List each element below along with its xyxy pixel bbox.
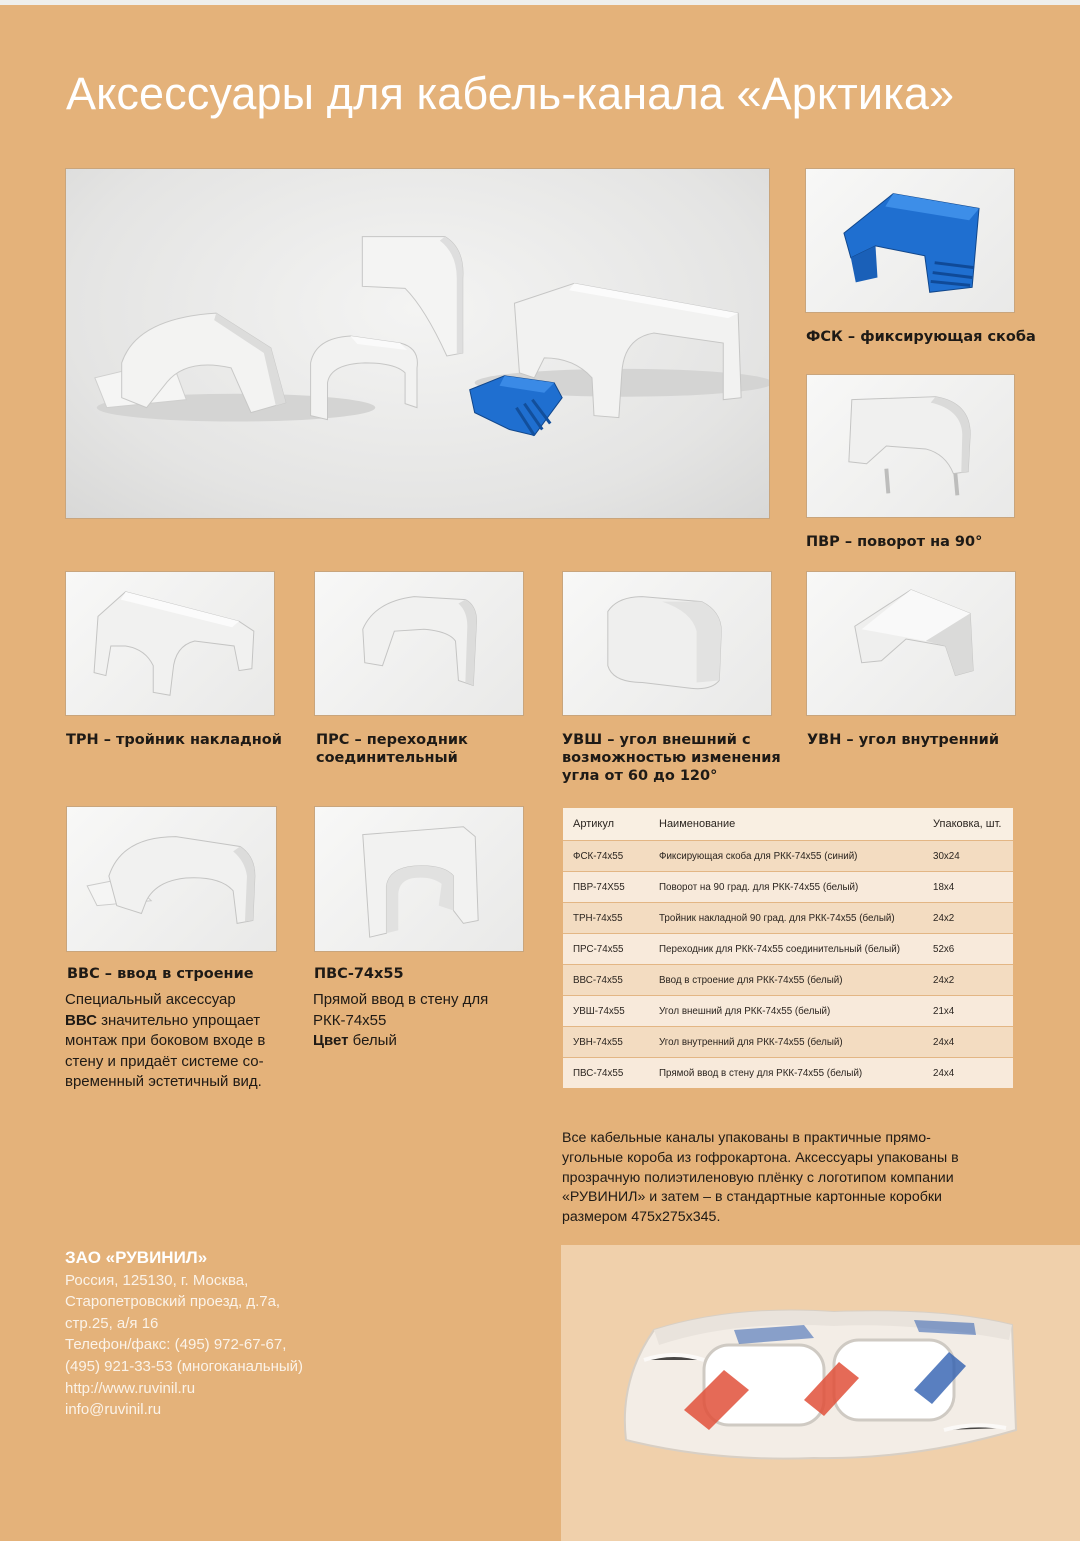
company-email-link[interactable]: info@ruvinil.ru bbox=[65, 1401, 162, 1419]
table-row bbox=[563, 841, 1013, 872]
caption-uvn: УВН – угол внутренний bbox=[807, 732, 999, 748]
caption-prs-line-1: ПРС – переходник bbox=[316, 732, 468, 748]
table-header-row bbox=[563, 808, 1013, 841]
description-vvs-bold: ВВС bbox=[65, 1011, 97, 1029]
table-cell: Прямой ввод в стену для РКК-74х55 (белый) bbox=[649, 1058, 923, 1089]
wall-entry-icon bbox=[67, 807, 276, 951]
company-name: ЗАО «РУВИНИЛ» bbox=[65, 1248, 208, 1267]
outer-corner-icon bbox=[563, 572, 771, 715]
table-cell: Тройник накладной 90 град. для РКК-74х55 (белый) bbox=[649, 903, 923, 934]
description-vvs-line-3: монтаж при боковом входе в bbox=[65, 1032, 266, 1049]
table-cell: Угол внешний для РКК-74х55 (белый) bbox=[649, 996, 923, 1027]
table-cell: Переходник для РКК-74х55 соединительный (белый) bbox=[649, 934, 923, 965]
table-cell: 24х2 bbox=[923, 903, 1013, 934]
packaging-text bbox=[562, 1129, 1017, 1228]
description-vvs bbox=[65, 990, 265, 1093]
table-header-article: Артикул bbox=[563, 808, 649, 841]
description-vvs-line-2-rest: значительно упрощает bbox=[96, 1011, 261, 1029]
description-vvs-line-4: стену и придаёт системе со- bbox=[65, 1052, 264, 1070]
company-address-2: Старопетровский проезд, д.7а, bbox=[65, 1293, 281, 1311]
hero-photo bbox=[65, 168, 770, 519]
spec-table bbox=[563, 808, 1013, 1088]
company-info bbox=[65, 1247, 303, 1421]
product-photo-vvs bbox=[66, 806, 277, 952]
table-cell: ВВС-74х55 bbox=[563, 965, 649, 996]
company-address-1: Россия, 125130, г. Москва, bbox=[65, 1271, 249, 1289]
table-cell: 30х24 bbox=[923, 841, 1013, 872]
packaging-line-1: Все кабельные каналы упакованы в практичные прямо- bbox=[562, 1130, 931, 1146]
table-row bbox=[563, 903, 1013, 934]
table-cell: Фиксирующая скоба для РКК-74х55 (синий) bbox=[649, 841, 923, 872]
caption-uvsh-line-2: возможностью изменения bbox=[562, 750, 781, 766]
product-photo-trn bbox=[65, 571, 275, 716]
table-cell: 21х4 bbox=[923, 996, 1013, 1027]
caption-pvr: ПВР – поворот на 90° bbox=[806, 534, 983, 550]
packaging-line-2: угольные короба из гофрокартона. Аксессуары упакованы в bbox=[562, 1149, 959, 1166]
description-pvs-line-2: РКК-74х55 bbox=[313, 1011, 387, 1029]
caption-fsk: ФСК – фиксирующая скоба bbox=[806, 329, 1036, 345]
table-row bbox=[563, 965, 1013, 996]
table-cell: ПВС-74х55 bbox=[563, 1058, 649, 1089]
caption-trn: ТРН – тройник накладной bbox=[66, 732, 282, 748]
packaged-accessory-bag-icon bbox=[614, 1290, 1034, 1480]
top-strip bbox=[0, 0, 1080, 5]
caption-prs-line-2: соединительный bbox=[316, 750, 458, 766]
caption-pvs: ПВС-74х55 bbox=[314, 966, 404, 982]
elbow-90-icon bbox=[807, 375, 1014, 517]
company-address-3: стр.25, а/я 16 bbox=[65, 1314, 159, 1332]
inner-corner-icon bbox=[807, 572, 1015, 715]
product-photo-prs bbox=[314, 571, 524, 716]
table-cell: ПРС-74х55 bbox=[563, 934, 649, 965]
table-cell: УВШ-74х55 bbox=[563, 996, 649, 1027]
caption-prs bbox=[316, 731, 468, 767]
description-vvs-line-5: временный эстетичный вид. bbox=[65, 1073, 262, 1090]
table-row bbox=[563, 996, 1013, 1027]
product-photo-pvr bbox=[806, 374, 1015, 518]
fixing-bracket-blue-icon bbox=[806, 169, 1014, 312]
product-photo-uvsh bbox=[562, 571, 772, 716]
packaging-line-3: прозрачную полиэтиленовую плёнку с логотипом компании bbox=[562, 1169, 954, 1186]
caption-vvs: ВВС – ввод в строение bbox=[67, 966, 254, 982]
company-phone-2: (495) 921-33-53 (многоканальный) bbox=[65, 1357, 304, 1375]
caption-uvsh-line-1: УВШ – угол внешний с bbox=[562, 732, 751, 748]
table-row bbox=[563, 1027, 1013, 1058]
table-cell: 52х6 bbox=[923, 934, 1013, 965]
table-cell: 24х4 bbox=[923, 1058, 1013, 1089]
table-cell: ТРН-74х55 bbox=[563, 903, 649, 934]
product-photo-uvn bbox=[806, 571, 1016, 716]
description-pvs bbox=[313, 990, 488, 1052]
table-cell: ПВР-74Х55 bbox=[563, 872, 649, 903]
description-pvs-bold: Цвет bbox=[313, 1032, 349, 1049]
description-pvs-line-3 bbox=[313, 1031, 488, 1052]
table-cell: Ввод в строение для РКК-74х55 (белый) bbox=[649, 965, 923, 996]
description-vvs-line-2 bbox=[65, 1011, 265, 1032]
caption-uvsh bbox=[562, 731, 781, 785]
tee-overlay-icon bbox=[66, 572, 274, 715]
description-vvs-line-1: Специальный аксессуар bbox=[65, 991, 236, 1008]
table-row bbox=[563, 872, 1013, 903]
table-row bbox=[563, 934, 1013, 965]
caption-uvsh-line-3: угла от 60 до 120° bbox=[562, 768, 718, 784]
table-cell: УВН-74х55 bbox=[563, 1027, 649, 1058]
product-photo-fsk bbox=[805, 168, 1015, 313]
table-row bbox=[563, 1058, 1013, 1089]
table-cell: 24х2 bbox=[923, 965, 1013, 996]
table-cell: ФСК-74х55 bbox=[563, 841, 649, 872]
packaging-line-5: размером 475х275х345. bbox=[562, 1209, 721, 1226]
page-title: Аксессуары для кабель-канала «Арктика» bbox=[66, 68, 955, 119]
table-header-name: Наименование bbox=[649, 808, 923, 841]
table-cell: 24х4 bbox=[923, 1027, 1013, 1058]
company-phone-1: Телефон/факс: (495) 972-67-67, bbox=[65, 1336, 287, 1354]
description-pvs-line-3-rest: белый bbox=[348, 1032, 397, 1049]
packaging-line-4: «РУВИНИЛ» и затем – в стандартные картонные коробки bbox=[562, 1189, 942, 1206]
company-website-link[interactable]: http://www.ruvinil.ru bbox=[65, 1379, 196, 1397]
description-pvs-line-1: Прямой ввод в стену для bbox=[313, 991, 489, 1008]
table-header-pack: Упаковка, шт. bbox=[923, 808, 1013, 841]
table-cell: 18х4 bbox=[923, 872, 1013, 903]
accessories-group-photo-icon bbox=[66, 169, 769, 518]
connector-icon bbox=[315, 572, 523, 715]
product-photo-pvs bbox=[314, 806, 524, 952]
table-cell: Угол внутренний для РКК-74х55 (белый) bbox=[649, 1027, 923, 1058]
table-cell: Поворот на 90 град. для РКК-74х55 (белый) bbox=[649, 872, 923, 903]
straight-wall-entry-icon bbox=[315, 807, 523, 951]
